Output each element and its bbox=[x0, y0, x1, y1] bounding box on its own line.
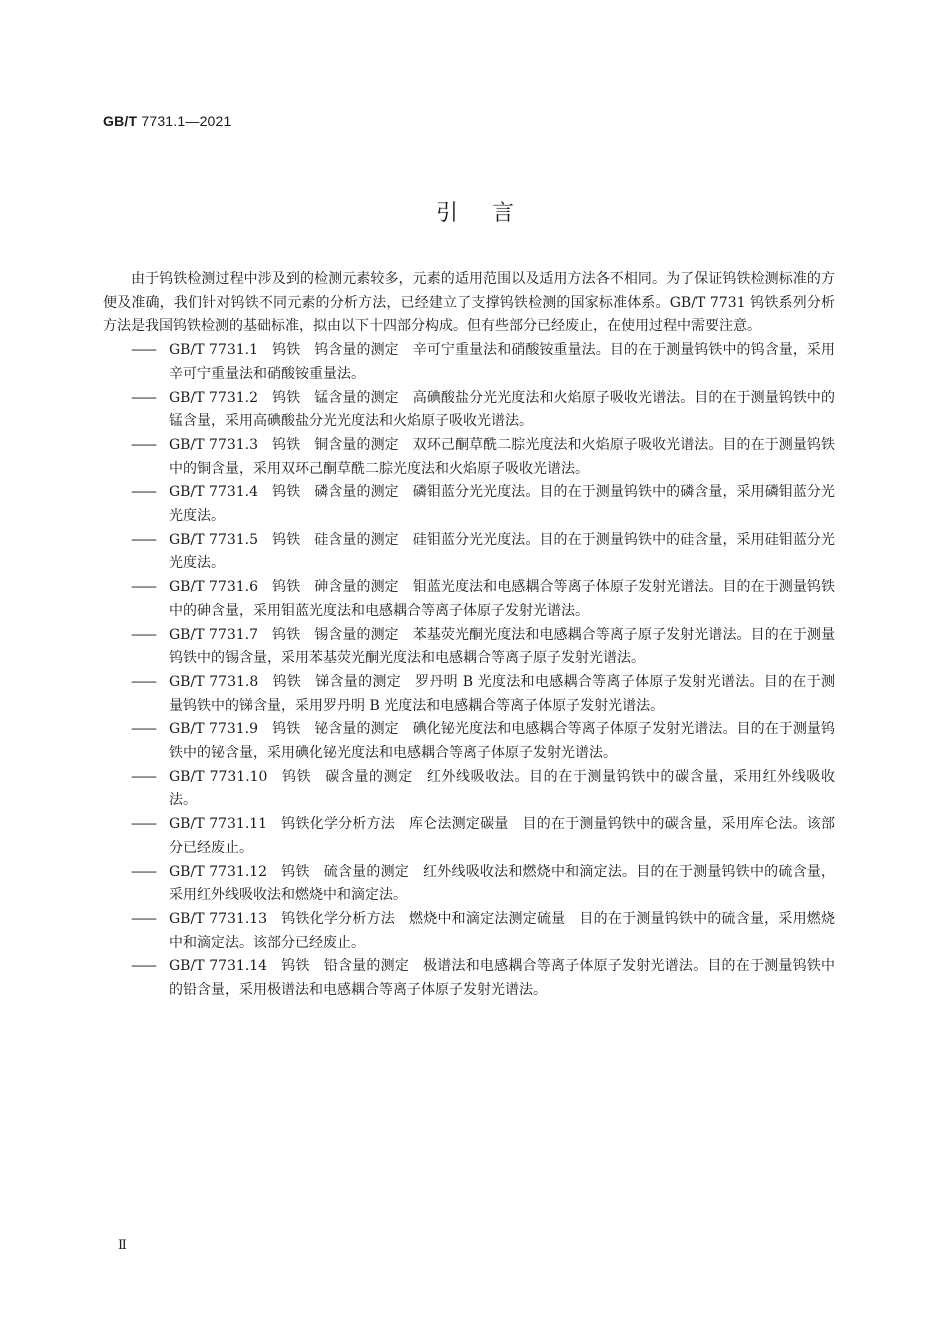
list-dash: —— bbox=[131, 436, 155, 453]
list-dash: —— bbox=[131, 910, 155, 927]
part-code: GB/T 7731.10 bbox=[169, 768, 268, 785]
part-title-sub: 磷含量的测定 bbox=[314, 484, 399, 501]
part-description: 苯基荧光酮光度法和电感耦合等离子原子发射光谱法。目的在于测量钨铁中的锡含量，采用苯基荧光酮光度法和电感耦合等离子原子发射光谱法。 bbox=[169, 626, 836, 667]
part-title-sub: 钨含量的测定 bbox=[314, 342, 399, 359]
part-title-main: 钨铁 bbox=[281, 863, 310, 880]
list-item bbox=[103, 529, 835, 576]
list-item bbox=[103, 576, 835, 623]
list-item bbox=[103, 813, 835, 860]
list-dash: —— bbox=[131, 342, 155, 359]
part-title-main: 钨铁 bbox=[272, 389, 301, 406]
part-description: 磷钼蓝分光光度法。目的在于测量钨铁中的磷含量，采用磷钼蓝分光光度法。 bbox=[169, 484, 836, 525]
part-title-main: 钨铁 bbox=[281, 768, 312, 785]
part-description: 红外线吸收法和燃烧中和滴定法。目的在于测量钨铁中的硫含量，采用红外线吸收法和燃烧中和滴定法。 bbox=[169, 863, 836, 904]
list-item bbox=[103, 339, 835, 386]
part-title-main: 钨铁化学分析方法 bbox=[281, 816, 396, 833]
part-title-main: 钨铁 bbox=[272, 579, 301, 596]
list-item bbox=[103, 671, 835, 718]
part-title-sub: 锡含量的测定 bbox=[314, 626, 399, 643]
list-item bbox=[103, 481, 835, 528]
part-code: GB/T 7731.13 bbox=[169, 910, 268, 927]
part-description: 高碘酸盐分光光度法和火焰原子吸收光谱法。目的在于测量钨铁中的锰含量，采用高碘酸盐分光光度法和火焰原子吸收光谱法。 bbox=[169, 389, 836, 430]
list-dash: —— bbox=[131, 958, 155, 975]
list-dash: —— bbox=[131, 531, 155, 548]
list-dash: —— bbox=[131, 768, 155, 785]
part-title-sub: 铅含量的测定 bbox=[323, 958, 410, 975]
list-item bbox=[103, 908, 835, 955]
part-title-main: 钨铁 bbox=[272, 436, 301, 453]
list-dash: —— bbox=[131, 484, 155, 501]
part-code: GB/T 7731.7 bbox=[169, 626, 259, 643]
part-title-sub: 铋含量的测定 bbox=[314, 721, 399, 738]
standard-prefix: GB/T bbox=[103, 113, 138, 129]
list-item bbox=[103, 861, 835, 908]
part-description: 碘化铋光度法和电感耦合等离子体原子发射光谱法。目的在于测量钨铁中的铋含量，采用碘化铋光度法和电感耦合等离子体原子发射光谱法。 bbox=[169, 721, 836, 762]
part-title-sub: 锑含量的测定 bbox=[315, 673, 402, 690]
page-title: 引言 bbox=[435, 201, 548, 226]
list-item bbox=[103, 718, 835, 765]
part-title-sub: 铜含量的测定 bbox=[314, 436, 399, 453]
part-description: 钼蓝光度法和电感耦合等离子体原子发射光谱法。目的在于测量钨铁中的砷含量，采用钼蓝光度法和电感耦合等离子体原子发射光谱法。 bbox=[169, 579, 836, 619]
list-item bbox=[103, 434, 835, 481]
list-dash: —— bbox=[131, 673, 155, 690]
list-dash: —— bbox=[131, 721, 155, 738]
part-code: GB/T 7731.6 bbox=[169, 579, 259, 596]
part-description: 辛可宁重量法和硝酸铵重量法。目的在于测量钨铁中的钨含量，采用辛可宁重量法和硝酸铵重量法。 bbox=[169, 342, 836, 382]
list-item bbox=[103, 624, 835, 671]
part-title-sub: 碳含量的测定 bbox=[325, 768, 413, 785]
part-description: 目的在于测量钨铁中的碳含量，采用库仑法。该部分已经废止。 bbox=[169, 816, 836, 856]
part-title-sub: 燃烧中和滴定法测定硫量 bbox=[409, 910, 566, 927]
part-description: 罗丹明 B 光度法和电感耦合等离子体原子发射光谱法。目的在于测量钨铁中的锑含量，采用罗丹明 B 光度法和电感耦合等离子体原子发射光谱法。 bbox=[169, 673, 836, 714]
part-title-main: 钨铁 bbox=[272, 673, 302, 690]
part-title-sub: 硅含量的测定 bbox=[314, 531, 399, 548]
part-title-main: 钨铁 bbox=[272, 721, 301, 738]
part-title-main: 钨铁 bbox=[272, 342, 301, 359]
part-title-main: 钨铁 bbox=[272, 484, 301, 501]
list-item bbox=[103, 955, 835, 1002]
part-title-main: 钨铁 bbox=[272, 626, 301, 643]
part-code: GB/T 7731.5 bbox=[169, 531, 259, 548]
standard-number: 7731.1—2021 bbox=[141, 113, 232, 129]
page-header bbox=[103, 113, 232, 129]
part-description: 目的在于测量钨铁中的硫含量，采用燃烧中和滴定法。该部分已经废止。 bbox=[169, 910, 836, 951]
part-title-main: 钨铁 bbox=[281, 958, 310, 975]
part-description: 红外线吸收法。目的在于测量钨铁中的碳含量，采用红外线吸收法。 bbox=[169, 768, 836, 809]
part-title-sub: 硫含量的测定 bbox=[323, 863, 410, 880]
list-dash: —— bbox=[131, 626, 155, 643]
part-title-main: 钨铁化学分析方法 bbox=[281, 910, 396, 927]
list-dash: —— bbox=[131, 389, 155, 406]
list-item bbox=[103, 387, 835, 434]
list-dash: —— bbox=[131, 816, 155, 833]
part-code: GB/T 7731.2 bbox=[169, 389, 259, 406]
part-title-sub: 砷含量的测定 bbox=[314, 579, 399, 596]
page-number: Ⅱ bbox=[118, 1238, 127, 1253]
list-item bbox=[103, 766, 835, 813]
part-description: 极谱法和电感耦合等离子体原子发射光谱法。目的在于测量钨铁中的铅含量，采用极谱法和电感耦合等离子体原子发射光谱法。 bbox=[169, 958, 836, 999]
part-code: GB/T 7731.12 bbox=[169, 863, 268, 880]
part-description: 双环己酮草酰二腙光度法和火焰原子吸收光谱法。目的在于测量钨铁中的铜含量，采用双环己酮草酰二腙光度法和火焰原子吸收光谱法。 bbox=[169, 436, 836, 477]
part-description: 硅钼蓝分光光度法。目的在于测量钨铁中的硅含量，采用硅钼蓝分光光度法。 bbox=[169, 531, 836, 572]
part-title-main: 钨铁 bbox=[272, 531, 301, 548]
list-dash: —— bbox=[131, 863, 155, 880]
part-title-sub: 锰含量的测定 bbox=[314, 389, 399, 406]
part-code: GB/T 7731.4 bbox=[169, 484, 259, 501]
part-code: GB/T 7731.14 bbox=[169, 958, 268, 975]
document-body bbox=[103, 268, 835, 1003]
list-dash: —— bbox=[131, 579, 155, 596]
part-code: GB/T 7731.1 bbox=[169, 342, 259, 359]
part-code: GB/T 7731.11 bbox=[169, 816, 268, 833]
part-code: GB/T 7731.3 bbox=[169, 436, 259, 453]
part-code: GB/T 7731.9 bbox=[169, 721, 259, 738]
part-title-sub: 库仑法测定碳量 bbox=[409, 816, 509, 833]
intro-paragraph: 由于钨铁检测过程中涉及到的检测元素较多，元素的适用范围以及适用方法各不相同。为了保证钨铁检测标准的方便及准确，我们针对钨铁不同元素的分析方法，已经建立了支撑钨铁检测的国家标准体系。GB/T 7731 钨铁系列分析方法是我国钨铁检测的基础标准，拟由以下十四部分构成。但有些部分已经废止，在使用过程中需要注意。 bbox=[103, 271, 835, 335]
parts-list bbox=[103, 339, 835, 1003]
part-code: GB/T 7731.8 bbox=[169, 673, 259, 690]
